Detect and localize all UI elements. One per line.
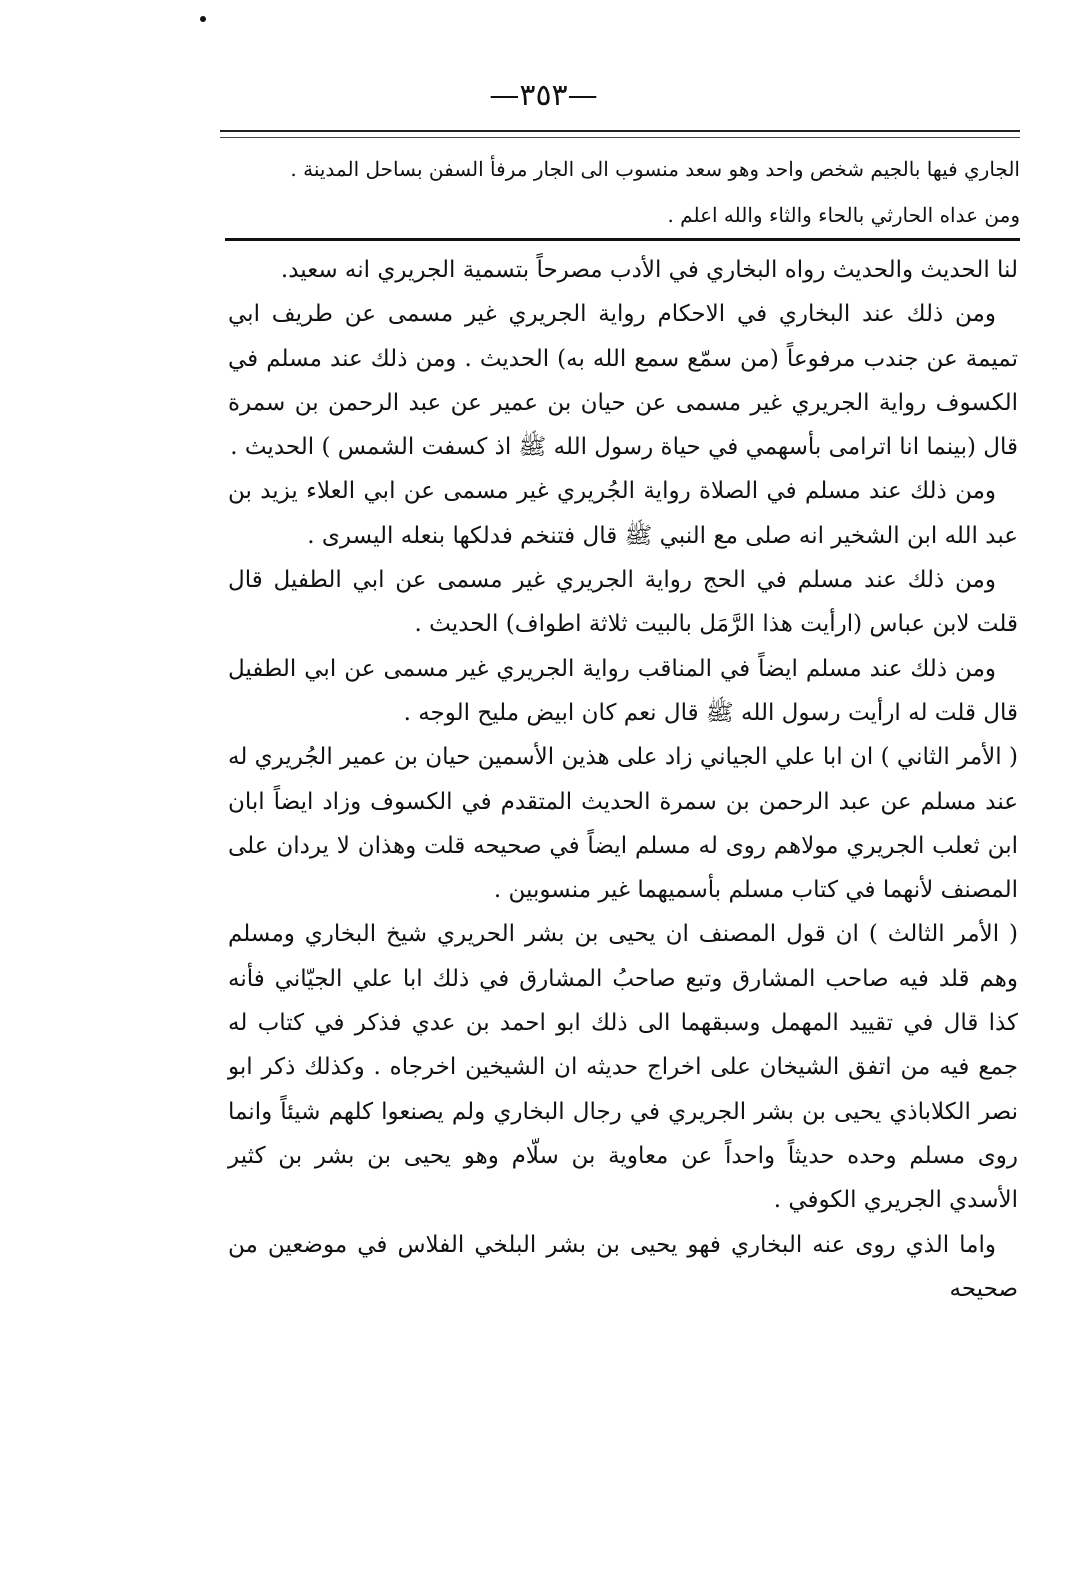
footnote-block bbox=[225, 146, 1020, 238]
paragraph: ومن ذلك عند مسلم في الحج رواية الجريري غير مسمى عن ابي الطفيل قال قلت لابن عباس (ارأيت هذا الرَّمَل بالبيت ثلاثة اطواف) الحديث . bbox=[228, 567, 1018, 638]
paragraph: ومن ذلك عند البخاري في الاحكام رواية الجريري غير مسمى عن طريف ابي تميمة عن جندب مرفوعاً (من سمّع سمع الله به) الحديث . ومن ذلك عند مسلم في الكسوف رواية الجريري غير مسمى عن حيان بن عمير عن عبد الرحمن بن سمرة قال (بينما انا اترامى بأسهمي في حياة رسول الله ﷺ اذ كسفت الشمس ) الحديث . bbox=[228, 301, 1018, 461]
header-rule-thin bbox=[220, 137, 1020, 138]
paragraph: ومن ذلك عند مسلم في الصلاة رواية الجُريري غير مسمى عن ابي العلاء يزيد بن عبد الله ابن الشخير انه صلى مع النبي ﷺ قال فتنخم فدلكها بنعله اليسرى . bbox=[228, 478, 1018, 549]
paragraph: واما الذي روى عنه البخاري فهو يحيى بن بشر البلخي الفلاس في موضعين من صحيحه bbox=[228, 1231, 1018, 1302]
paragraph: ( الأمر الثاني ) ان ابا علي الجياني زاد على هذين الأسمين حيان بن عمير الجُريري له عند مسلم عن عبد الرحمن بن سمرة الحديث المتقدم في الكسوف وزاد ايضاً ابان ابن ثعلب الجريري مولاهم روى له مسلم ايضاً في صحيحه قلت وهذان لا يردان على المصنف لأنهما في كتاب مسلم بأسميهما غير منسوبين . bbox=[228, 744, 1018, 904]
ink-dot bbox=[200, 16, 206, 22]
footnote-separator bbox=[225, 238, 1020, 241]
paragraph: ومن ذلك عند مسلم ايضاً في المناقب رواية الجريري غير مسمى عن ابي الطفيل قال قلت له ارأيت رسول الله ﷺ قال نعم كان ابيض مليح الوجه . bbox=[228, 655, 1018, 726]
paragraph: ( الأمر الثالث ) ان قول المصنف ان يحيى بن بشر الحريري شيخ البخاري ومسلم وهم قلد فيه صاحب المشارق وتبع صاحبُ المشارق في ذلك ابا علي الجيّاني فأنه كذا قال في تقييد المهمل وسبقهما الى ذلك ابو احمد بن عدي فذكر في كتاب له جمع فيه من اتفق الشيخان على اخراج حديثه ان الشيخين اخرجاه . وكذلك ذكر ابو نصر الكلاباذي يحيى بن بشر الجريري في رجال البخاري ولم يصنعوا كلهم شيئاً وانما روى مسلم وحده حديثاً واحداً عن معاوية بن سلّام وهو يحيى بن بشر بن كثير الأسدي الجريري الكوفي . bbox=[228, 921, 1018, 1214]
header-rule bbox=[220, 130, 1020, 132]
main-text bbox=[228, 248, 1018, 1311]
footnote-line: الجاري فيها بالجيم شخص واحد وهو سعد منسوب الى الجار مرفأ السفن بساحل المدينة . bbox=[290, 157, 1020, 181]
page-number: —٣٥٣— bbox=[489, 78, 598, 113]
footnote-line: ومن عداه الحارثي بالحاء والثاء والله اعلم . bbox=[667, 203, 1020, 227]
paragraph: لنا الحديث والحديث رواه البخاري في الأدب مصرحاً بتسمية الجريري انه سعيد. bbox=[280, 257, 1018, 283]
